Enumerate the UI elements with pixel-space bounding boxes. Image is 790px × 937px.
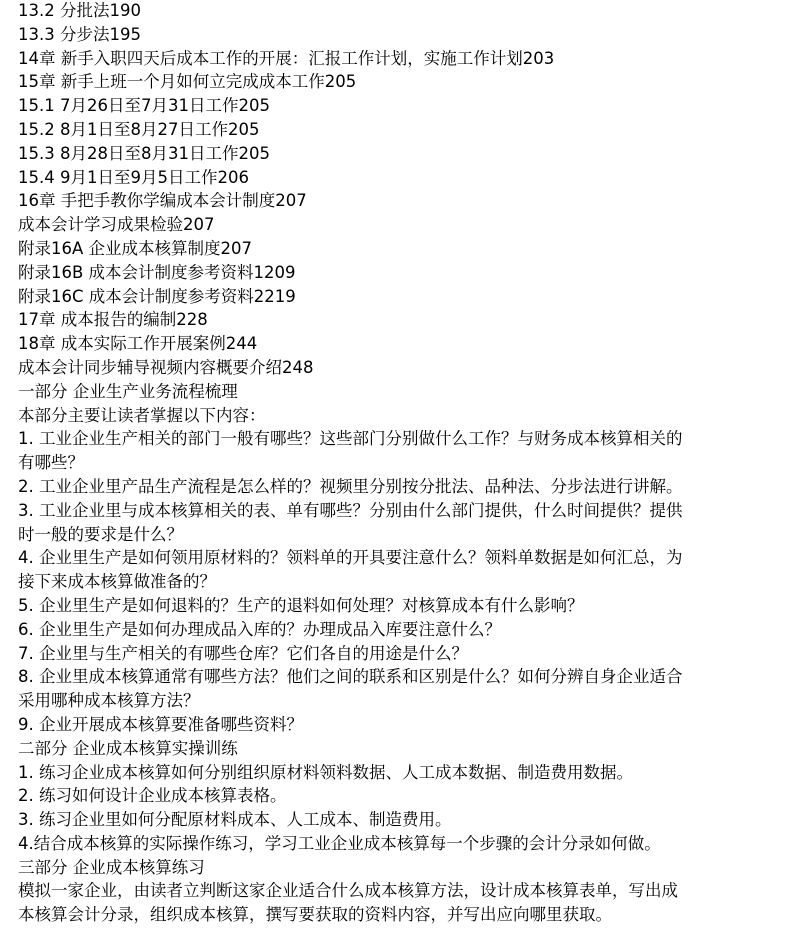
list-item-continuation: 接下来成本核算做准备的？ — [18, 572, 216, 592]
paragraph-line: 本核算会计分录，组织成本核算，撰写要获取的资料内容，并写出应向哪里获取。 — [18, 905, 612, 925]
list-item: 2. 工业企业里产品生产流程是怎么样的？视频里分别按分批法、品种法、分步法进行讲解。 — [18, 476, 683, 496]
toc-line: 13.3 分步法195 — [18, 24, 141, 44]
toc-line: 15.4 9月1日至9月5日工作206 — [18, 167, 249, 187]
toc-line: 15.1 7月26日至7月31日工作205 — [18, 96, 270, 116]
list-item: 9. 企业开展成本核算要准备哪些资料？ — [18, 714, 303, 734]
toc-line: 15章 新手上班一个月如何立完成成本工作205 — [18, 72, 357, 92]
document-body — [18, 0, 783, 927]
toc-line: 附录16C 成本会计制度参考资料2219 — [18, 286, 296, 306]
paragraph-line: 模拟一家企业，由读者立判断这家企业适合什么成本核算方法，设计成本核算表单，写出成 — [18, 881, 678, 901]
list-item: 3. 工业企业里与成本核算相关的表、单有哪些？分别由什么部门提供，什么时间提供？提供 — [18, 500, 683, 520]
list-item: 7. 企业里与生产相关的有哪些仓库？它们各自的用途是什么？ — [18, 643, 468, 663]
list-item: 8. 企业里成本核算通常有哪些方法？他们之间的联系和区别是什么？如何分辨自身企业适合 — [18, 667, 683, 687]
list-item: 4.结合成本核算的实际操作练习，学习工业企业成本核算每一个步骤的会计分录如何做。 — [18, 833, 661, 853]
toc-line: 16章 手把手教你学编成本会计制度207 — [18, 191, 307, 211]
list-item: 6. 企业里生产是如何办理成品入库的？办理成品入库要注意什么？ — [18, 619, 501, 639]
toc-line: 15.2 8月1日至8月27日工作205 — [18, 119, 260, 139]
list-item: 5. 企业里生产是如何退料的？生产的退料如何处理？对核算成本有什么影响？ — [18, 595, 584, 615]
list-item: 3. 练习企业里如何分配原材料成本、人工成本、制造费用。 — [18, 810, 452, 830]
toc-line: 附录16B 成本会计制度参考资料1209 — [18, 262, 296, 282]
toc-line: 成本会计同步辅导视频内容概要介绍248 — [18, 357, 314, 377]
toc-line: 17章 成本报告的编制228 — [18, 310, 208, 330]
paragraph-line: 本部分主要让读者掌握以下内容： — [18, 405, 266, 425]
list-item-continuation: 时一般的要求是什么？ — [18, 524, 183, 544]
list-item: 2. 练习如何设计企业成本核算表格。 — [18, 786, 287, 806]
toc-line: 15.3 8月28日至8月31日工作205 — [18, 143, 270, 163]
section-heading: 一部分 企业生产业务流程梳理 — [18, 381, 238, 401]
list-item-continuation: 采用哪种成本核算方法？ — [18, 691, 200, 711]
section-heading: 二部分 企业成本核算实操训练 — [18, 738, 238, 758]
list-item: 1. 工业企业生产相关的部门一般有哪些？这些部门分别做什么工作？与财务成本核算相关的 — [18, 429, 683, 449]
list-item-continuation: 有哪些？ — [18, 453, 84, 473]
toc-line: 14章 新手入职四天后成本工作的开展：汇报工作计划，实施工作计划203 — [18, 48, 555, 68]
toc-line: 附录16A 企业成本核算制度207 — [18, 238, 253, 258]
toc-line: 18章 成本实际工作开展案例244 — [18, 334, 258, 354]
list-item: 1. 练习企业成本核算如何分别组织原材料领料数据、人工成本数据、制造费用数据。 — [18, 762, 633, 782]
toc-line: 成本会计学习成果检验207 — [18, 215, 215, 235]
list-item: 4. 企业里生产是如何领用原材料的？领料单的开具要注意什么？领料单数据是如何汇总，为 — [18, 548, 683, 568]
toc-line: 13.2 分批法190 — [18, 1, 141, 20]
section-heading: 三部分 企业成本核算练习 — [18, 857, 205, 877]
